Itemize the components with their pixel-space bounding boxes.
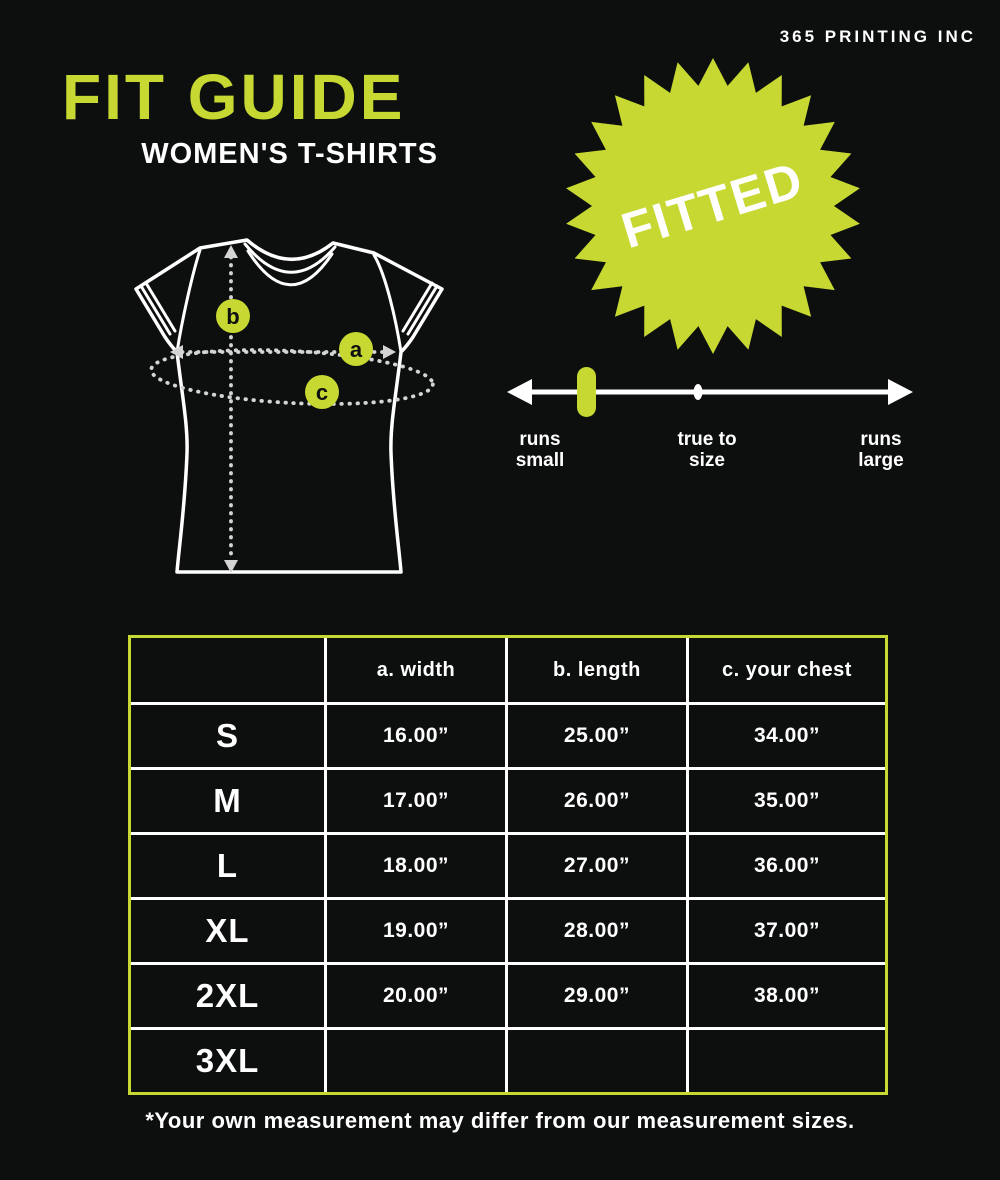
table-row-xl: [131, 900, 885, 965]
armhole-seam-left: [177, 250, 200, 352]
marker-a-label: a: [349, 337, 363, 362]
size-label: 2XL: [131, 965, 327, 1030]
marker-b: [216, 299, 250, 333]
table-row-3xl: [131, 1030, 885, 1092]
true-to-size-dot: [694, 384, 703, 400]
size-table-header-row: [131, 638, 885, 705]
measurement-disclaimer: *Your own measurement may differ from our measurement sizes.: [145, 1108, 855, 1133]
fit-scale-arrow-right: [888, 379, 913, 405]
tshirt-outline: [136, 240, 442, 572]
length-value: [508, 1030, 689, 1092]
brand-name: 365 PRINTING INC: [779, 27, 976, 46]
width-value: 17.00”: [327, 770, 508, 835]
table-row-l: [131, 835, 885, 900]
length-arrow-up: [224, 245, 238, 258]
width-arrow-right: [383, 345, 396, 359]
scale-label-runs-small: runs small: [515, 429, 565, 471]
length-value: 26.00”: [508, 770, 689, 835]
header-length: b. length: [508, 638, 689, 705]
page-title: FIT GUIDE: [62, 61, 406, 133]
size-label: M: [131, 770, 327, 835]
marker-a: [339, 332, 373, 366]
chest-value: 38.00”: [689, 965, 885, 1030]
width-value: 20.00”: [327, 965, 508, 1030]
marker-c: [305, 375, 339, 409]
chest-value: 37.00”: [689, 900, 885, 965]
length-value: 29.00”: [508, 965, 689, 1030]
chest-value: 36.00”: [689, 835, 885, 900]
length-value: 25.00”: [508, 705, 689, 770]
size-table: [128, 635, 888, 1095]
scale-label-true-to-size: true to size: [677, 429, 737, 471]
fit-scale: [505, 362, 915, 422]
page-subtitle: WOMEN'S T-SHIRTS: [141, 138, 438, 170]
width-value: 18.00”: [327, 835, 508, 900]
length-value: 27.00”: [508, 835, 689, 900]
size-label: S: [131, 705, 327, 770]
chest-value: 35.00”: [689, 770, 885, 835]
marker-c-label: c: [315, 380, 329, 405]
size-label: L: [131, 835, 327, 900]
size-label: 3XL: [131, 1030, 327, 1092]
chest-value: [689, 1030, 885, 1092]
header-width: a. width: [327, 638, 508, 705]
table-row-m: [131, 770, 885, 835]
header-size: [131, 638, 327, 705]
width-value: 19.00”: [327, 900, 508, 965]
scale-label-runs-large: runs large: [858, 429, 904, 471]
header-chest: c. your chest: [689, 638, 885, 705]
fit-scale-marker: [577, 367, 596, 417]
width-value: 16.00”: [327, 705, 508, 770]
tshirt-diagram: [120, 225, 490, 585]
table-row-s: [131, 705, 885, 770]
length-value: 28.00”: [508, 900, 689, 965]
fit-scale-arrow-left: [507, 379, 532, 405]
table-row-2xl: [131, 965, 885, 1030]
chest-value: 34.00”: [689, 705, 885, 770]
marker-b-label: b: [226, 304, 240, 329]
width-value: [327, 1030, 508, 1092]
fitted-badge-label: FITTED: [615, 150, 811, 260]
armhole-seam-right: [374, 255, 401, 352]
size-label: XL: [131, 900, 327, 965]
fitted-badge: [563, 54, 863, 358]
collar-rib-2: [248, 251, 332, 285]
